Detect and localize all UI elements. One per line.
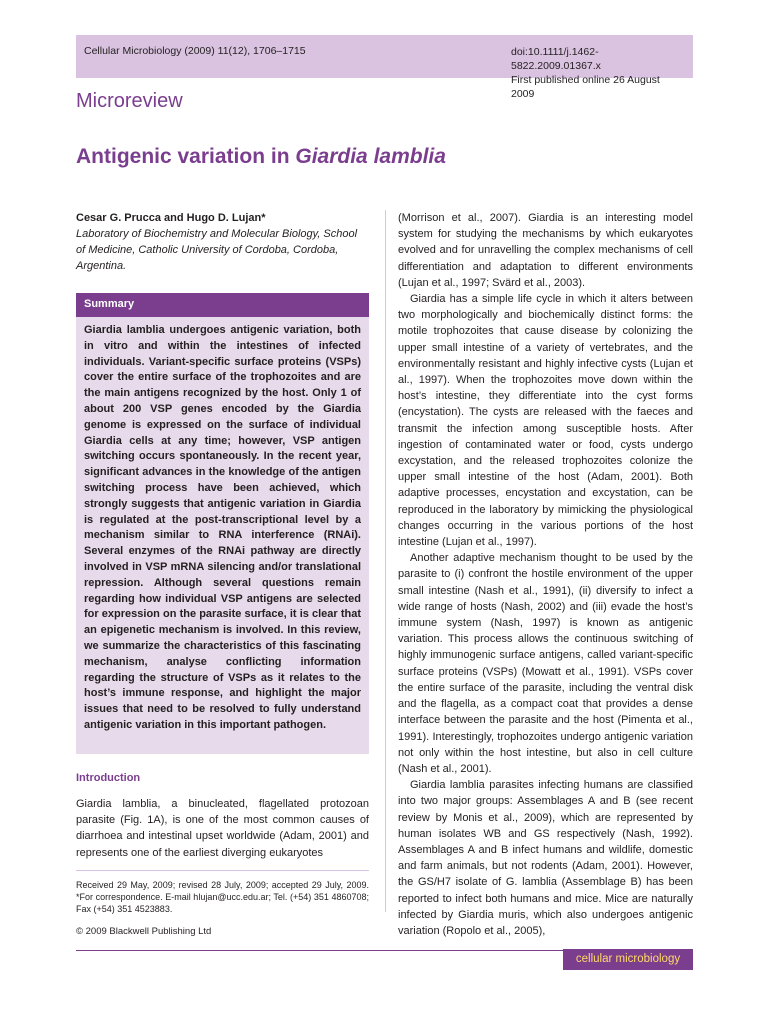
- section-label: Microreview: [76, 90, 183, 112]
- authors: Cesar G. Prucca and Hugo D. Lujan*: [76, 212, 266, 224]
- summary-box: [76, 293, 369, 754]
- introduction-text: Giardia lamblia, a binucleated, flagellated protozoan parasite (Fig. 1A), is one of the most common causes of diarrhoea and intestinal upset worldwide (Adam, 2001) and represents one of the earliest diverging eukaryotes: [76, 798, 369, 859]
- affiliation: Laboratory of Biochemistry and Molecular Biology, School of Medicine, Catholic University of Cordoba, Cordoba, Argentina.: [76, 228, 358, 272]
- paragraph: (Morrison et al., 2007). Giardia is an interesting model system for studying the mechanisms by which eukaryotes evolved and for unravelling the complex mechanisms of cell differentiation and adaptation to different environments (Lujan et al., 1997; Svärd et al., 2003).: [398, 212, 693, 289]
- copyright: © 2009 Blackwell Publishing Ltd: [76, 926, 212, 937]
- doi[interactable]: doi:10.1111/j.1462-5822.2009.01367.x: [511, 46, 601, 72]
- summary-heading: Summary: [76, 293, 369, 317]
- paragraph: Giardia has a simple life cycle in which it alters between two morphologically and biochemically distinct forms: the motile trophozoites that cause disease by colonizing the upper small intestine of a variety of vertebrates, and the environmentally resistant and highly infective cysts (Lujan et al., 1997). When the trophozoites move down within the host’s intestine, they differentiate into the cyst forms (encystation). The cysts are released with the faeces and transmit the infection among susceptible hosts. After ingestion of contaminated water or food, cysts undergo excystation, and the released trophozoites colonize the upper small intestine of the host (Adam, 2001). Both adaptive processes, encystation and excystation, can be reproduced in the laboratory by mimicking the physiological changes occurring in the various portions of the host intestine (Lujan et al., 1997).: [398, 293, 693, 549]
- paragraph: Another adaptive mechanism thought to be used by the parasite to (i) confront the hostile environment of the upper small intestine (Nash et al., 1991), (ii) diversify to infect a wide range of hosts (Nash, 2002) and (iii) evade the host’s immune system (Nash, 1997) is known as antigenic variation. This process allows the continuous switching of highly immunogenic surface antigens, called variant-specific surface proteins (VSPs) (Mowatt et al., 1991). VSPs cover the entire surface of the parasite, including the ventral disk and the flagella, as a compact coat that provides a dense interface between the parasite and the host (Pimenta et al., 1991). Interestingly, trophozoites undergo antigenic variation not only within the host intestine, but also in cell culture (Nash et al., 2001).: [398, 552, 693, 775]
- column-divider: [385, 210, 386, 912]
- right-column: [398, 210, 693, 939]
- title-italic: Giardia lamblia: [295, 145, 446, 168]
- author-block: [76, 210, 369, 274]
- publication-date: First published online 26 August 2009: [511, 74, 660, 100]
- summary-text: Giardia lamblia undergoes antigenic variation, both in vitro and within the intestines of infected individuals. Variant-specific surface proteins (VSPs) cover the entire surface of the trophozoites and are the main antigens recognized by the host. Only 1 of about 200 VSP genes encoded by the Giardia genome is expressed on the surface of individual Giardia cells at any time; however, VSP antigen switching occurs spontaneously. In the recent year, significant advances in the knowledge of the antigen switching process have been achieved, which strongly suggests that antigenic variation in Giardia is regulated at the post-transcriptional level by a mechanism similar to RNA interference (RNAi). Several enzymes of the RNAi pathway are directly involved in VSP mRNA silencing and/or translational repression. Although several questions remain regarding how individual VSP antigens are selected for expression on the parasite surface, it is clear that an epigenetic mechanism is involved. In this review, we summarize the characteristics of this fascinating mechanism, analyse conflicting information regarding the structure of VSPs as it relates to the host’s immune response, and highlight the major issues that need to be resolved to fully understand antigenic variation in this important pathogen.: [84, 324, 361, 731]
- footnote-divider: [76, 870, 369, 871]
- footnote: Received 29 May, 2009; revised 28 July, 2009; accepted 29 July, 2009. *For correspondence. E-mail hlujan@ucc.edu.ar; Tel. (+54) 351 4860708; Fax (+54) 351 4523883.: [76, 880, 369, 914]
- title-plain: Antigenic variation in: [76, 145, 296, 168]
- paragraph: Giardia lamblia parasites infecting humans are classified into two major groups: Assemblages A and B (see recent review by Monis et al., 2009), which are represented by human isolates WB and GS respectively (Nash, 1992). Assemblages A and B infect humans and wildlife, domestic and farm animals, but not rodents (Adam, 2001). However, the GS/H7 isolate of G. lamblia (Assemblage B) has been reported to infect both humans and mice. Mice are naturally infected by Giardia muris, which also undergoes antigenic variation (Ropolo et al., 2005),: [398, 779, 693, 937]
- journal-citation: Cellular Microbiology (2009) 11(12), 1706–1715: [84, 45, 306, 57]
- article-title: [76, 145, 446, 169]
- journal-tag: cellular microbiology: [563, 949, 693, 970]
- introduction-heading: Introduction: [76, 772, 141, 784]
- doi-block: [511, 45, 686, 101]
